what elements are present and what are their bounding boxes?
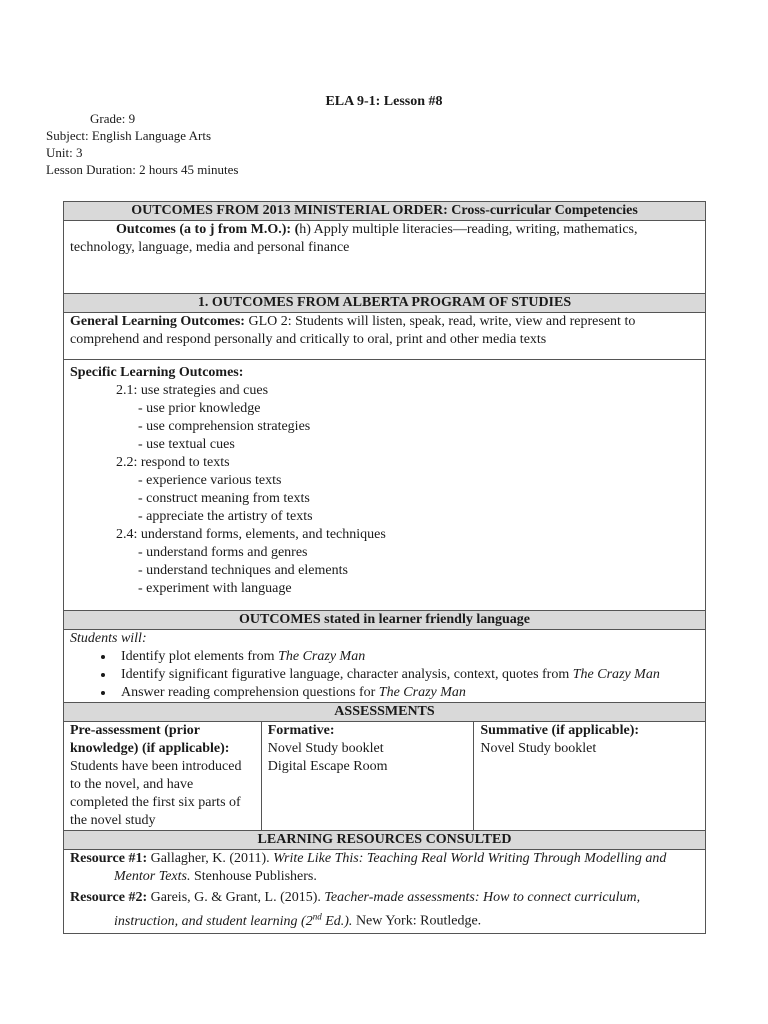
resource-2: Resource #2: Gareis, G. & Grant, L. (2015). Teacher-made assessments: How to connect curriculum, instruction, and student learning (2nd Ed.). New York: Routledge. [70, 890, 641, 929]
formative-label: Formative: [267, 723, 335, 738]
glo-cell [64, 313, 706, 360]
unit-line: Unit: 3 [46, 145, 83, 160]
slo-item: - understand forms and genres [138, 545, 308, 560]
pre-assessment-text: Students have been introduced to the novel, and have completed the first six parts of the novel study [70, 759, 242, 828]
summative-item: Novel Study booklet [480, 741, 597, 756]
duration-line: Lesson Duration: 2 hours 45 minutes [46, 162, 239, 177]
subject-line: Subject: English Language Arts [46, 128, 212, 143]
slo-item: - use textual cues [138, 437, 235, 452]
list-item: • Identify plot elements from The Crazy Man [115, 648, 699, 666]
slo-item: - experiment with language [138, 581, 292, 596]
ministerial-header: OUTCOMES FROM 2013 MINISTERIAL ORDER: Cross-curricular Competencies [64, 202, 706, 221]
glo-label: General Learning Outcomes: [70, 314, 245, 329]
summative-label: Summative (if applicable): [480, 723, 640, 738]
ministerial-label: Outcomes (a to j from M.O.): ( [116, 222, 300, 237]
pre-assessment-cell [64, 722, 262, 831]
glo-text: GLO 2: Students will listen, speak, read, write, view and represent to comprehend and respond personally and critically to oral, print and other media texts [70, 314, 636, 347]
slo-item: - experience various texts [138, 473, 282, 488]
lesson-plan-table [63, 201, 706, 934]
ministerial-text: h) Apply multiple literacies—reading, writing, mathematics, technology, language, media and personal finance [70, 222, 638, 255]
assessments-header: ASSESSMENTS [64, 703, 706, 722]
resources-header: LEARNING RESOURCES CONSULTED [64, 831, 706, 850]
grade-line: Grade: 9 [90, 111, 136, 126]
list-item: • Identify significant figurative language, character analysis, context, quotes from The Crazy Man [115, 666, 699, 684]
slo-item: - use comprehension strategies [138, 419, 311, 434]
slo-heading: 2.1: use strategies and cues [116, 383, 269, 398]
lesson-meta [46, 110, 238, 178]
summative-cell [474, 722, 706, 831]
friendly-list [70, 648, 699, 702]
slo-label: Specific Learning Outcomes: [70, 365, 244, 380]
formative-item: Novel Study booklet [267, 741, 384, 756]
slo-heading: 2.4: understand forms, elements, and techniques [116, 527, 386, 542]
slo-cell [64, 360, 706, 611]
program-header: 1. OUTCOMES FROM ALBERTA PROGRAM OF STUDIES [64, 294, 706, 313]
slo-item: - use prior knowledge [138, 401, 261, 416]
slo-item: - understand techniques and elements [138, 563, 348, 578]
ministerial-cell [64, 221, 706, 294]
list-item: • Answer reading comprehension questions for The Crazy Man [115, 684, 699, 702]
formative-item: Digital Escape Room [267, 759, 388, 774]
resources-cell [64, 850, 706, 934]
slo-heading: 2.2: respond to texts [116, 455, 230, 470]
slo-item: - construct meaning from texts [138, 491, 310, 506]
pre-assessment-label: Pre-assessment (prior knowledge) (if applicable): [70, 723, 230, 756]
page-title: ELA 9-1: Lesson #8 [325, 94, 443, 109]
friendly-cell [64, 630, 706, 703]
formative-cell [261, 722, 474, 831]
friendly-intro: Students will: [70, 631, 147, 646]
friendly-header: OUTCOMES stated in learner friendly language [64, 611, 706, 630]
slo-item: - appreciate the artistry of texts [138, 509, 313, 524]
resource-1: Resource #1: Gallagher, K. (2011). Write Like This: Teaching Real World Writing Through Modelling and Mentor Texts. Stenhouse Publishers. [70, 851, 667, 884]
